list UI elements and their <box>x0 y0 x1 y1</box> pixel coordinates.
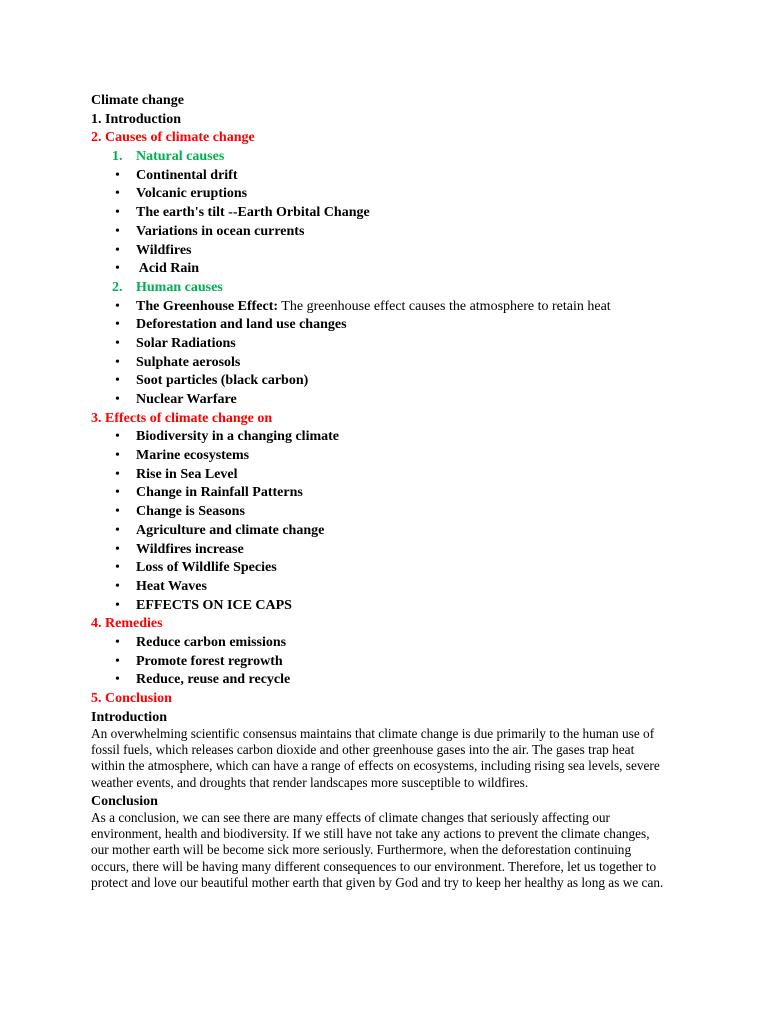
list-item-text: Deforestation and land use changes <box>136 317 347 333</box>
list-item-text: The earth's tilt --Earth Orbital Change <box>136 205 370 221</box>
paragraph-line: occurs, there will be having many different consequences to our environment. Therefore, let us together to <box>91 858 657 874</box>
bullet: • <box>115 335 120 351</box>
list-item <box>91 634 691 653</box>
paragraph-line: our mother earth will be become sick more seriously. Furthermore, when the deforestation continuing <box>91 842 632 858</box>
list-item-text: Sulphate aerosols <box>136 354 241 370</box>
bullet: • <box>115 354 120 370</box>
conclusion-section <box>91 793 678 891</box>
list-item <box>91 597 691 616</box>
list-item <box>91 335 691 354</box>
bullet: • <box>115 429 120 445</box>
greenhouse-description: The greenhouse effect causes the atmosphere to retain heat <box>278 298 611 314</box>
bullet: • <box>115 541 120 557</box>
human-causes-list <box>91 316 691 409</box>
bullet: • <box>115 578 120 594</box>
list-item-text: Agriculture and climate change <box>136 522 325 538</box>
list-item-text: Biodiversity in a changing climate <box>136 429 339 445</box>
bullet: • <box>115 242 120 258</box>
greenhouse-term: The Greenhouse Effect: <box>136 298 279 314</box>
bullet: • <box>115 373 120 389</box>
list-item <box>91 316 691 335</box>
list-item <box>91 167 691 186</box>
list-item-text: Volcanic eruptions <box>136 186 248 202</box>
list-item-text: Nuclear Warfare <box>136 392 237 407</box>
list-item-text: Wildfires increase <box>136 541 244 557</box>
outline-causes-heading: 2. Causes of climate change <box>91 130 255 146</box>
bullet: • <box>115 634 120 650</box>
bullet: • <box>115 653 120 669</box>
bullet: • <box>115 485 120 501</box>
bullet: • <box>115 466 120 482</box>
outline-introduction: 1. Introduction <box>91 111 181 127</box>
bullet: • <box>115 186 120 202</box>
conclusion-heading: Conclusion <box>91 794 158 809</box>
bullet: • <box>115 448 120 464</box>
list-item-text: Solar Radiations <box>136 335 236 351</box>
list-item <box>91 466 691 485</box>
list-item <box>91 653 691 672</box>
list-number: 2. <box>112 279 123 295</box>
bullet: • <box>115 597 120 613</box>
natural-causes-subheading <box>91 148 691 167</box>
list-item <box>91 503 691 522</box>
introduction-section <box>91 709 678 791</box>
paragraph-line: As a conclusion, we can see there are many effects of climate changes that seriously affecting our <box>91 810 610 825</box>
list-item <box>91 671 691 690</box>
introduction-paragraph <box>91 726 678 791</box>
list-item-text: Heat Waves <box>136 578 207 594</box>
list-item-text: Rise in Sea Level <box>136 466 238 482</box>
effects-list <box>91 428 691 615</box>
list-number: 1. <box>112 149 123 165</box>
list-item <box>91 204 691 223</box>
bullet: • <box>115 504 120 520</box>
list-item <box>91 185 691 204</box>
list-item <box>91 559 691 578</box>
bullet: • <box>115 522 120 538</box>
list-item-text: Acid Rain <box>136 261 200 277</box>
bullet: • <box>115 672 120 688</box>
list-item-text: Change is Seasons <box>136 504 245 520</box>
natural-causes-list <box>91 167 691 279</box>
list-item <box>91 484 691 503</box>
greenhouse-effect-item <box>91 298 691 317</box>
list-item <box>91 242 691 261</box>
outline <box>91 92 691 709</box>
bullet: • <box>115 261 120 277</box>
list-item <box>91 578 691 597</box>
conclusion-paragraph <box>91 810 678 891</box>
bullet: • <box>115 560 120 576</box>
subheading-label: Natural causes <box>136 149 225 165</box>
bullet: • <box>115 298 120 314</box>
list-item-text: Loss of Wildlife Species <box>136 560 277 576</box>
list-item-text: Promote forest regrowth <box>136 653 283 669</box>
paragraph-line: weather events, and droughts that render landscapes more susceptible to wildfires. <box>91 774 529 790</box>
list-item-text: Marine ecosystems <box>136 448 250 464</box>
paragraph-line: within the atmosphere, which can have a range of effects on ecosystems, including rising sea levels, severe <box>91 758 660 774</box>
bullet: • <box>115 317 120 333</box>
remedies-list <box>91 634 691 690</box>
list-item-text: Continental drift <box>136 167 238 183</box>
subheading-label: Human causes <box>136 279 223 295</box>
list-item-text: Variations in ocean currents <box>136 223 305 239</box>
list-item-text: EFFECTS ON ICE CAPS <box>136 597 292 613</box>
outline-effects-heading: 3. Effects of climate change on <box>91 410 273 426</box>
list-item-text: Reduce, reuse and recycle <box>136 672 291 688</box>
list-item <box>91 391 691 410</box>
document-title: Climate change <box>91 93 184 108</box>
introduction-heading: Introduction <box>91 710 167 725</box>
list-item <box>91 354 691 373</box>
list-item <box>91 260 691 279</box>
paragraph-line: protect and love our beautiful mother earth that given by God and try to keep her healthy as long as we can. <box>91 874 664 890</box>
list-item-text: Reduce carbon emissions <box>136 634 287 650</box>
bullet: • <box>115 223 120 239</box>
list-item <box>91 447 691 466</box>
bullet: • <box>115 167 120 183</box>
paragraph-line: fossil fuels, which releases carbon dioxide and other greenhouse gases into the air. The gases trap heat <box>91 742 635 758</box>
list-item <box>91 522 691 541</box>
bullet: • <box>115 392 120 407</box>
paragraph-line: environment, health and biodiversity. If we still have not take any actions to prevent the climate changes, <box>91 826 650 842</box>
bullet: • <box>115 205 120 221</box>
outline-conclusion-heading: 5. Conclusion <box>91 691 172 706</box>
list-item <box>91 223 691 242</box>
outline-remedies-heading: 4. Remedies <box>91 616 163 632</box>
human-causes-subheading <box>91 279 691 298</box>
list-item <box>91 541 691 560</box>
list-item-text: Wildfires <box>136 242 192 258</box>
list-item <box>91 428 691 447</box>
list-item <box>91 372 691 391</box>
paragraph-line: An overwhelming scientific consensus maintains that climate change is due primarily to the human use of <box>91 726 655 741</box>
list-item-text: Change in Rainfall Patterns <box>136 485 303 501</box>
list-item-text: Soot particles (black carbon) <box>136 373 309 389</box>
